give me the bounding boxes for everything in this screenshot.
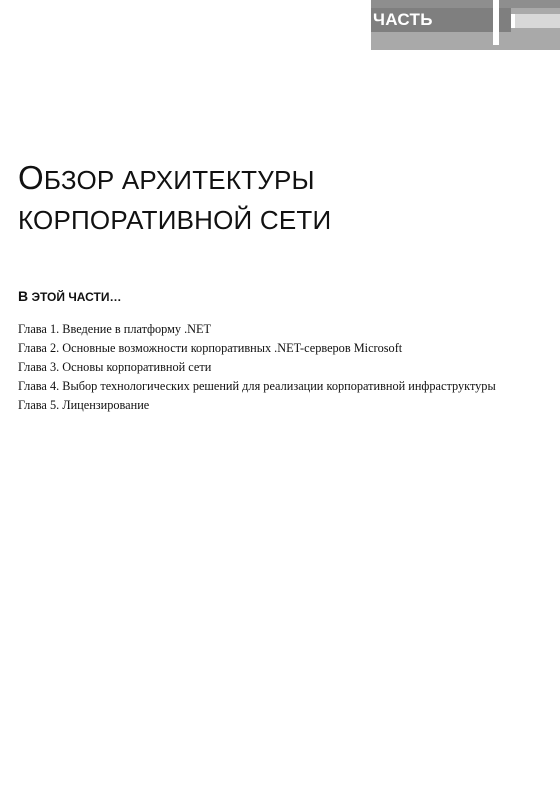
in-this-part-heading	[18, 288, 121, 304]
in-this-part-rest: ЭТОЙ ЧАСТИ…	[28, 290, 122, 304]
part-banner-top-strip	[371, 0, 560, 8]
chapter-list	[18, 320, 496, 415]
title-line-1	[18, 158, 538, 200]
chapter-item: Глава 3. Основы корпоративной сети	[18, 360, 212, 374]
title-line-2: КОРПОРАТИВНОЙ СЕТИ	[18, 205, 332, 235]
in-this-part-initial: В	[18, 288, 29, 304]
part-label: ЧАСТЬ	[371, 8, 511, 32]
chapter-item: Глава 5. Лицензирование	[18, 398, 150, 412]
part-banner-accent	[515, 14, 560, 28]
part-number-bar	[493, 0, 499, 45]
title-line-1-rest: БЗОР АРХИТЕКТУРЫ	[43, 165, 315, 195]
page-title	[18, 158, 538, 240]
chapter-item: Глава 4. Выбор технологических решений для реализации корпоративной инфраструктуры	[18, 379, 496, 393]
chapter-item: Глава 2. Основные возможности корпоративных .NET-серверов Microsoft	[18, 341, 403, 355]
part-banner	[371, 0, 560, 50]
title-initial: О	[18, 159, 44, 196]
chapter-item: Глава 1. Введение в платформу .NET	[18, 322, 212, 336]
